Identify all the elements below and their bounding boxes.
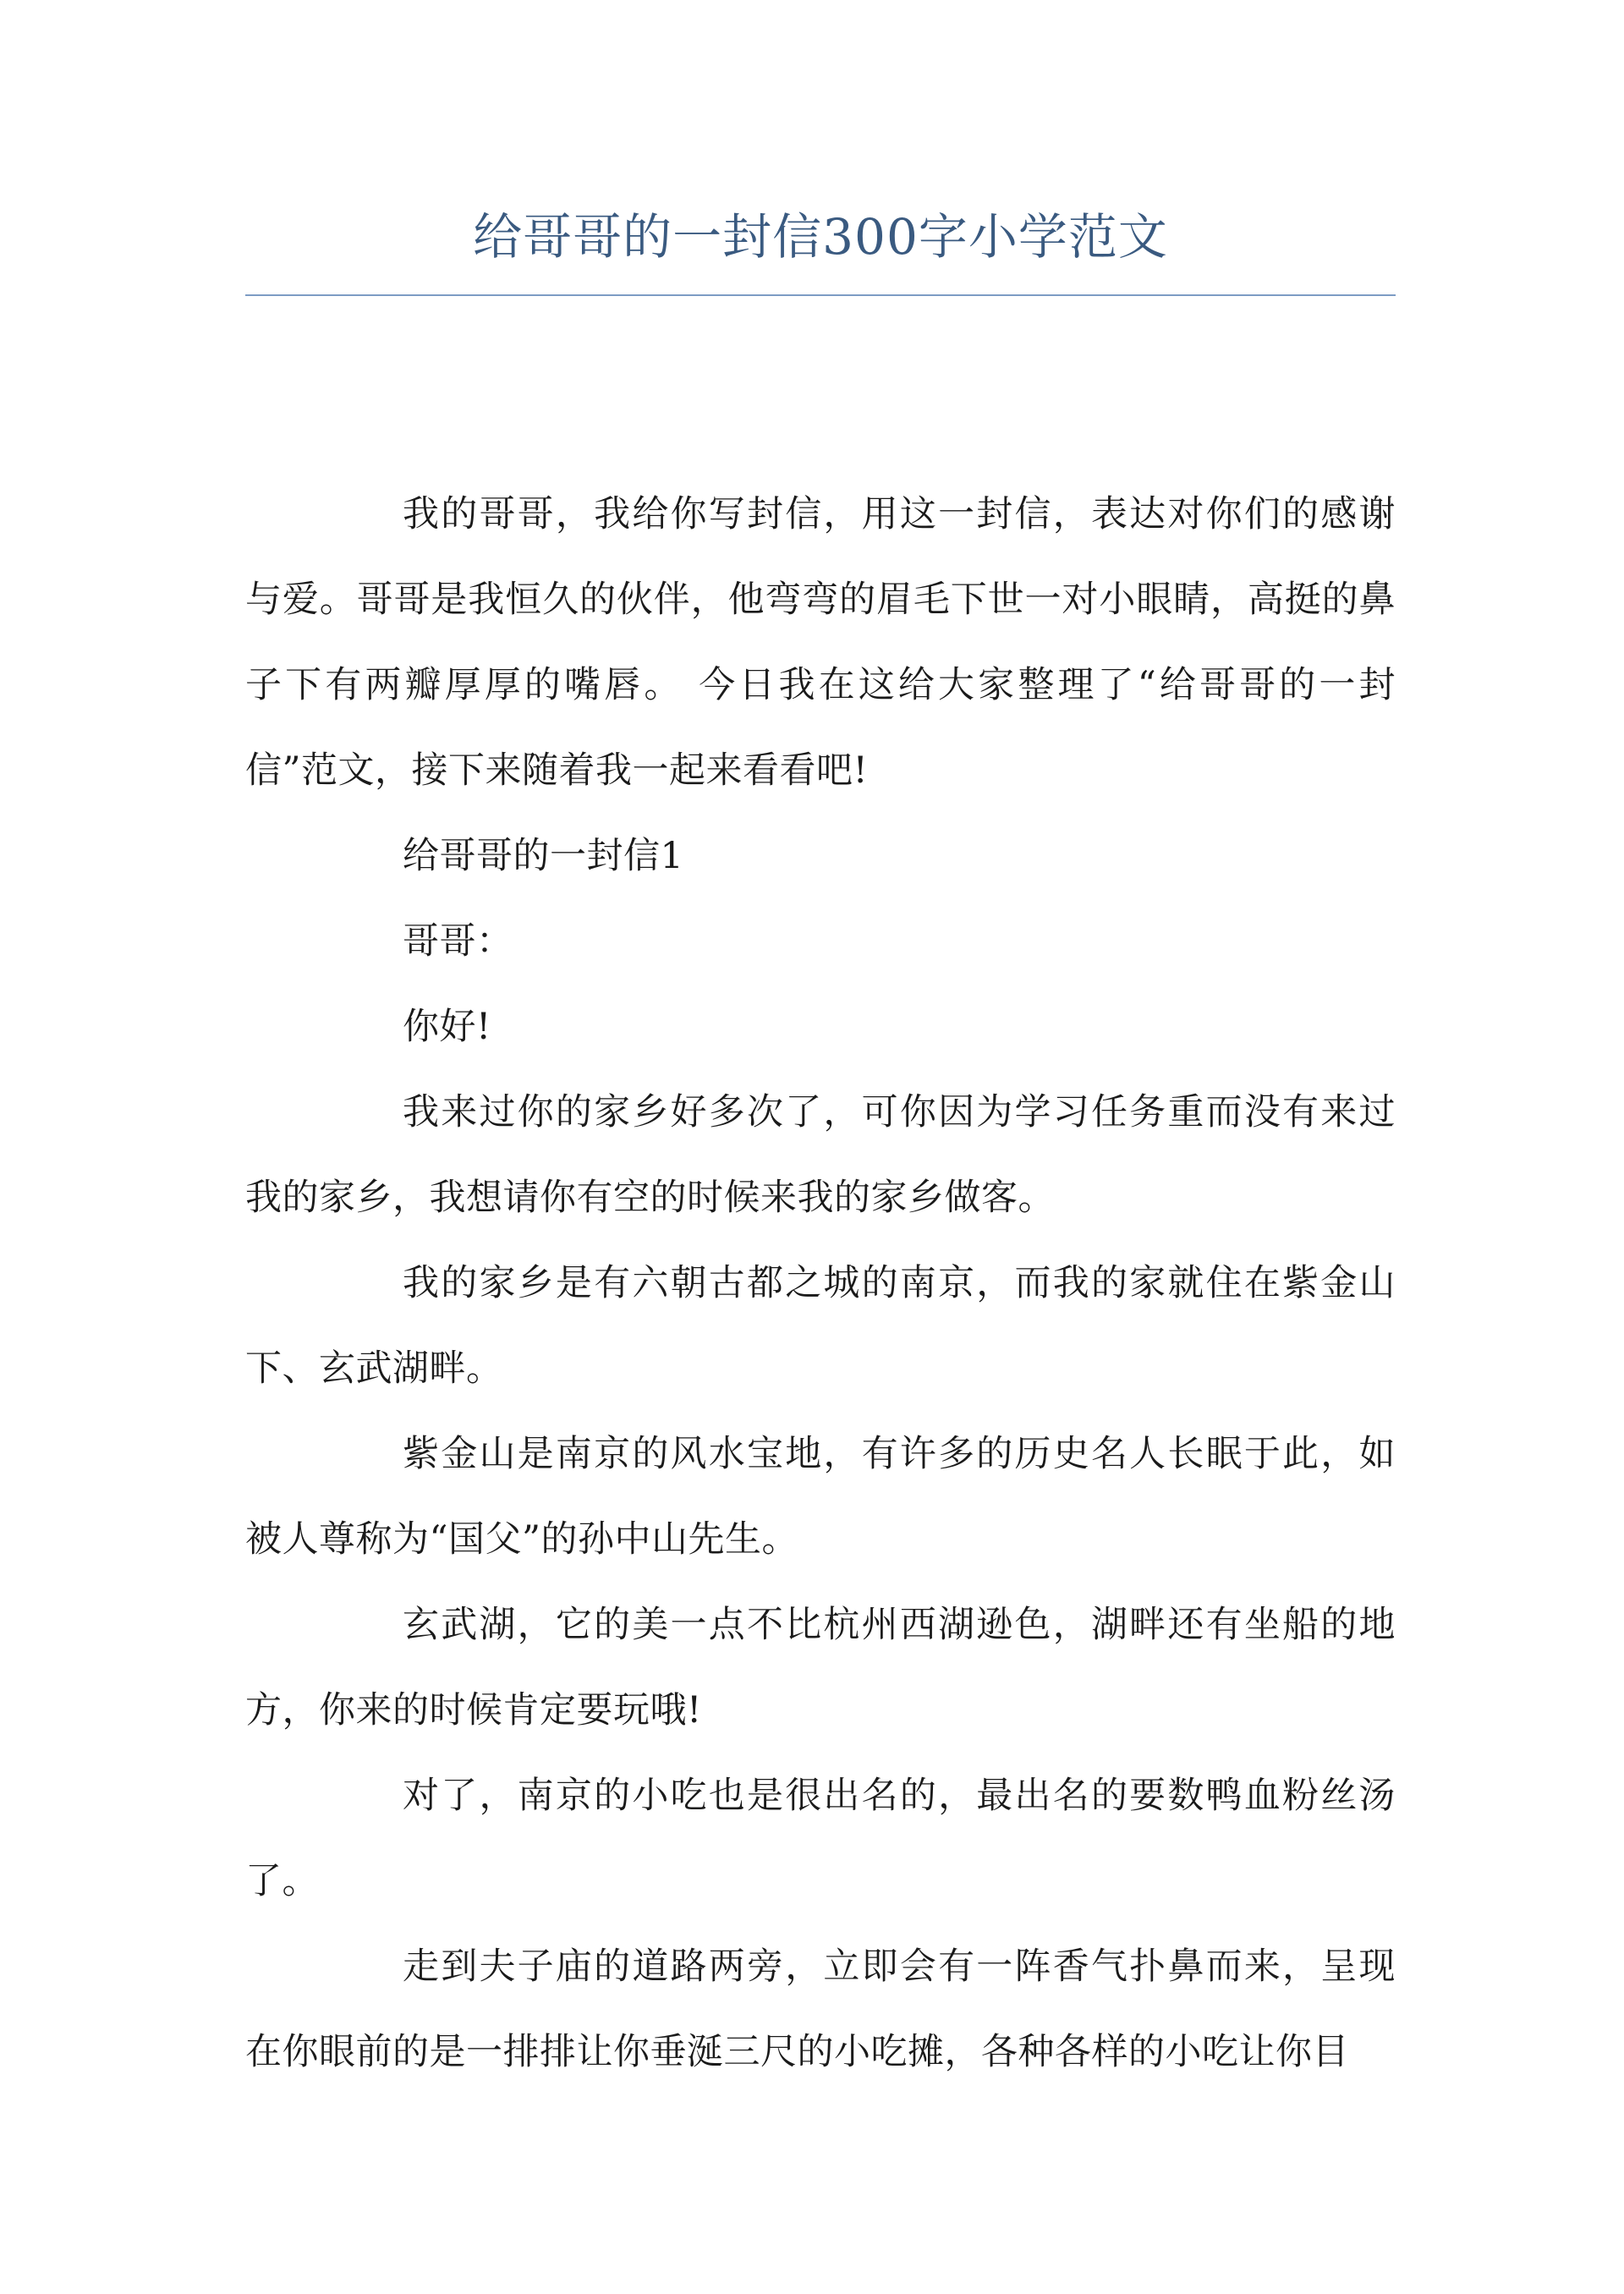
paragraph-body: 紫金山是南京的风水宝地，有许多的历史名人长眠于此，如被人尊称为“国父”的孙中山先生。 [245,1433,1396,1561]
paragraph-body: 我来过你的家乡好多次了，可你因为学习任务重而没有来过我的家乡，我想请你有空的时候来我的家乡做客。 [245,1091,1396,1219]
paragraph-body: 我的家乡是有六朝古都之城的南京，而我的家就住在紫金山下、玄武湖畔。 [245,1262,1396,1390]
paragraph-body: 对了，南京的小吃也是很出名的，最出名的要数鸭血粉丝汤了。 [245,1775,1396,1902]
paragraph-body: 走到夫子庙的道路两旁，立即会有一阵香气扑鼻而来，呈现在你眼前的是一排排让你垂涎三尺的小吃摊，各种各样的小吃让你目 [245,1946,1396,2073]
document-title: 给哥哥的一封信300字小学范文 [473,208,1168,266]
paragraph-salutation: 哥哥： [403,920,513,963]
paragraph-greeting: 你好! [403,1006,491,1048]
paragraph-body: 玄武湖，它的美一点不比杭州西湖逊色，湖畔还有坐船的地方，你来的时候肯定要玩哦! [245,1604,1396,1731]
paragraph-intro: 我的哥哥，我给你写封信，用这一封信，表达对你们的感谢与爱。哥哥是我恒久的伙伴，他弯弯的眉毛下世一对小眼睛，高挺的鼻子下有两瓣厚厚的嘴唇。 今日我在这给大家整理了“给哥哥的一封信”范文，接下来随着我一起来看看吧! [245,493,1396,792]
document-body [245,472,1396,2095]
paragraph-letter-heading: 给哥哥的一封信1 [403,835,684,877]
title-divider [245,294,1396,296]
